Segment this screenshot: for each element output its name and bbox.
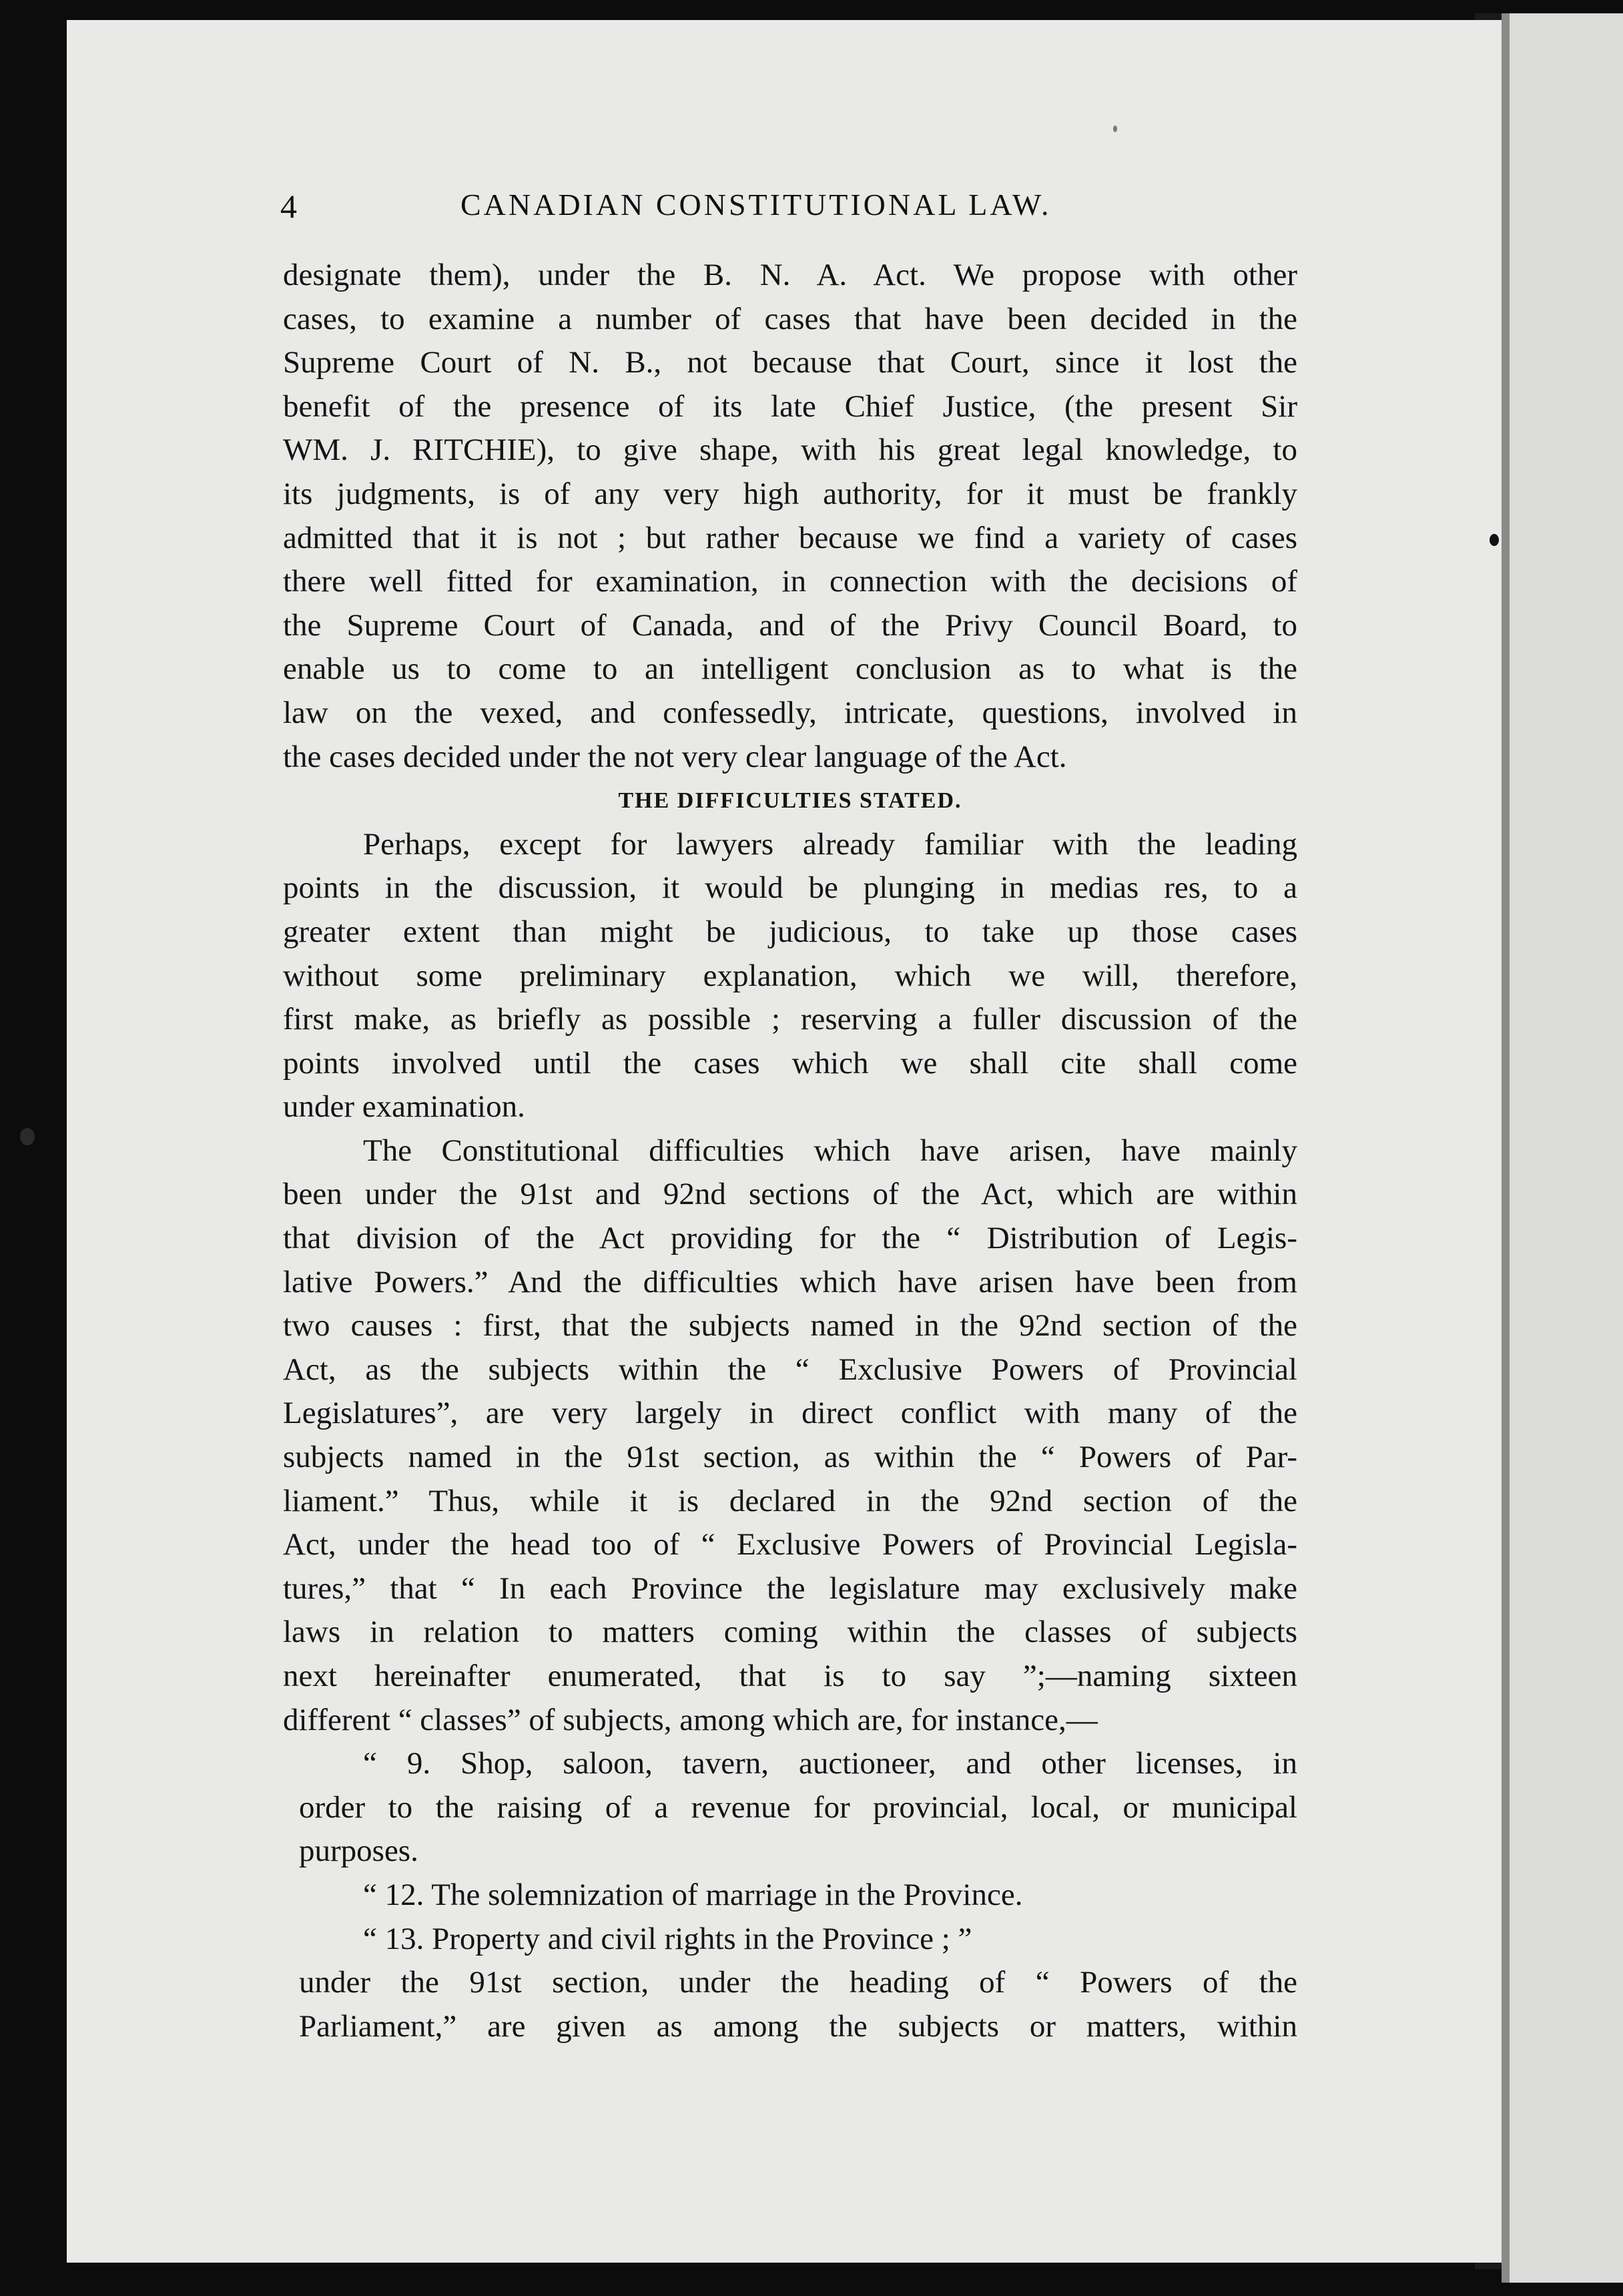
text-line: Parliament,” are given as among the subjects or matters, within [299, 2008, 1297, 2044]
text-line: Act, as the subjects within the “ Exclusive Powers of Provincial [283, 1352, 1297, 1387]
scan-speck [1113, 125, 1117, 132]
text-line: under examination. [283, 1089, 525, 1125]
page-header-title: CANADIAN CONSTITUTIONAL LAW. [460, 188, 1052, 222]
page-number: 4 [280, 188, 297, 225]
text-line: Legislatures”, are very largely in direct conflict with many of the [283, 1396, 1297, 1431]
section-heading: THE DIFFICULTIES STATED. [618, 788, 962, 814]
scan-speck [20, 1128, 35, 1145]
running-head [280, 187, 1295, 240]
paragraph-first-line: Perhaps, except for lawyers already familiar with the leading [363, 826, 1297, 862]
text-line: that division of the Act providing for the “ Distribution of Legis- [283, 1221, 1297, 1256]
text-line: different “ classes” of subjects, among which are, for instance,— [283, 1702, 1098, 1737]
text-line: points involved until the cases which we shall cite shall come [283, 1045, 1297, 1081]
text-line: next hereinafter enumerated, that is to say ”;—naming sixteen [283, 1659, 1297, 1693]
text-line: been under the 91st and 92nd sections of the Act, which are within [283, 1177, 1297, 1212]
text-line: benefit of the presence of its late Chief Justice, (the present Sir [283, 388, 1297, 424]
text-line: law on the vexed, and confessedly, intricate, questions, involved in [283, 695, 1297, 730]
text-line: points in the discussion, it would be plunging in medias res, to a [283, 870, 1297, 906]
text-line: there well fitted for examination, in connection with the decisions of [283, 564, 1297, 599]
text-line: order to the raising of a revenue for provincial, local, or municipal [299, 1789, 1297, 1825]
text-line: tures,” that “ In each Province the legislature may exclusively make [283, 1570, 1297, 1606]
text-line: under the 91st section, under the heading of “ Powers of the [299, 1965, 1297, 2000]
text-line: designate them), under the B. N. A. Act. We propose with other [283, 258, 1297, 292]
body-text [283, 254, 1297, 2048]
text-line: Act, under the head too of “ Exclusive Powers of Provincial Legisla- [283, 1527, 1297, 1562]
text-line: admitted that it is not ; but rather because we find a variety of cases [283, 520, 1297, 555]
text-line: liament.” Thus, while it is declared in the 92nd section of the [283, 1483, 1297, 1518]
text-line: Supreme Court of N. B., not because that Court, since it lost the [283, 345, 1297, 380]
text-line: the Supreme Court of Canada, and of the Privy Council Board, to [283, 607, 1297, 643]
quoted-item: “ 12. The solemnization of marriage in the Province. [363, 1877, 1023, 1912]
text-line: purposes. [299, 1833, 418, 1869]
quoted-item: “ 13. Property and civil rights in the Province ; ” [363, 1921, 972, 1956]
text-line: its judgments, is of any very high authority, for it must be frankly [283, 476, 1297, 511]
text-line: WM. J. RITCHIE), to give shape, with his great legal knowledge, to [283, 433, 1297, 468]
text-line: cases, to examine a number of cases that have been decided in the [283, 301, 1297, 336]
paragraph-first-line: The Constitutional difficulties which have arisen, have mainly [363, 1133, 1297, 1168]
scan-speck [1490, 534, 1499, 546]
text-line: the cases decided under the not very clear language of the Act. [283, 739, 1067, 774]
adjacent-page-edge [1502, 13, 1623, 2283]
text-line: without some preliminary explanation, which we will, therefore, [283, 958, 1297, 993]
text-line: enable us to come to an intelligent conclusion as to what is the [283, 651, 1297, 687]
text-line: first make, as briefly as possible ; reserving a fuller discussion of the [283, 1002, 1297, 1037]
text-line: lative Powers.” And the difficulties which have arisen have been from [283, 1264, 1297, 1300]
text-line: laws in relation to matters coming within the classes of subjects [283, 1615, 1297, 1650]
text-line: subjects named in the 91st section, as within the “ Powers of Par- [283, 1440, 1297, 1475]
adjacent-page-shadow [1502, 13, 1510, 2283]
text-line: two causes : first, that the subjects named in the 92nd section of the [283, 1308, 1297, 1344]
quoted-item: “ 9. Shop, saloon, tavern, auctioneer, and other licenses, in [363, 1746, 1297, 1781]
text-line: greater extent than might be judicious, to take up those cases [283, 914, 1297, 949]
